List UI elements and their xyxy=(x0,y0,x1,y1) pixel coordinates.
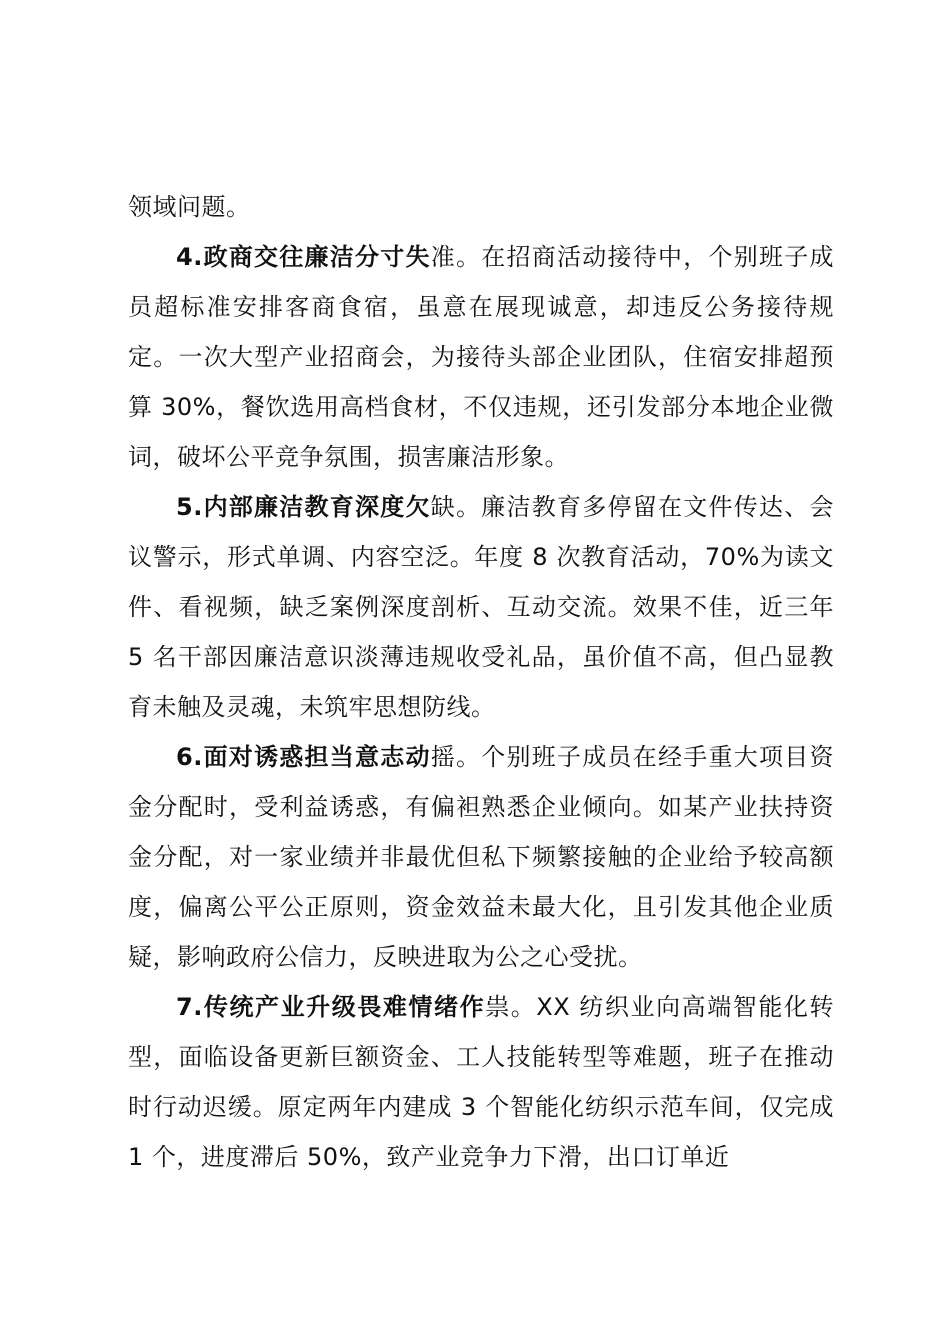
document-body xyxy=(128,182,834,1182)
paragraph-item-6 xyxy=(128,732,834,982)
paragraph-text: 缺。廉洁教育多停留在文件传达、会议警示，形式单调、内容空泛。年度 8 次教育活动，70%为读文件、看视频，缺乏案例深度剖析、互动交流。效果不佳，近三年 5 名干部因廉洁意识淡薄违规收受礼品，虽价值不高，但凸显教育未触及灵魂，未筑牢思想防线。 xyxy=(128,493,834,721)
paragraph-text: 领域问题。 xyxy=(128,193,251,221)
paragraph-text: 准。在招商活动接待中，个别班子成员超标准安排客商食宿，虽意在展现诚意，却违反公务接待规定。一次大型产业招商会，为接待头部企业团队，住宿安排超预算 30%，餐饮选用高档食材，不仅违规，还引发部分本地企业微词，破坏公平竞争氛围，损害廉洁形象。 xyxy=(128,243,834,471)
paragraph-text: 祟。XX 纺织业向高端智能化转型，面临设备更新巨额资金、工人技能转型等难题，班子在推动时行动迟缓。原定两年内建成 3 个智能化纺织示范车间，仅完成 1 个，进度滞后 50%，致产业竞争力下滑，出口订单近 xyxy=(128,993,834,1171)
paragraph-continuation xyxy=(128,182,834,232)
paragraph-text: 摇。个别班子成员在经手重大项目资金分配时，受利益诱惑，有偏袒熟悉企业倾向。如某产业扶持资金分配，对一家业绩并非最优但私下频繁接触的企业给予较高额度，偏离公平公正原则，资金效益未最大化，且引发其他企业质疑，影响政府公信力，反映进取为公之心受扰。 xyxy=(128,743,834,971)
paragraph-heading: 4.政商交往廉洁分寸失 xyxy=(176,243,431,271)
paragraph-heading: 7.传统产业升级畏难情绪作 xyxy=(176,993,486,1021)
paragraph-item-5 xyxy=(128,482,834,732)
paragraph-heading: 5.内部廉洁教育深度欠 xyxy=(176,493,431,521)
paragraph-item-4 xyxy=(128,232,834,482)
paragraph-item-7 xyxy=(128,982,834,1182)
paragraph-heading: 6.面对诱惑担当意志动 xyxy=(176,743,431,771)
